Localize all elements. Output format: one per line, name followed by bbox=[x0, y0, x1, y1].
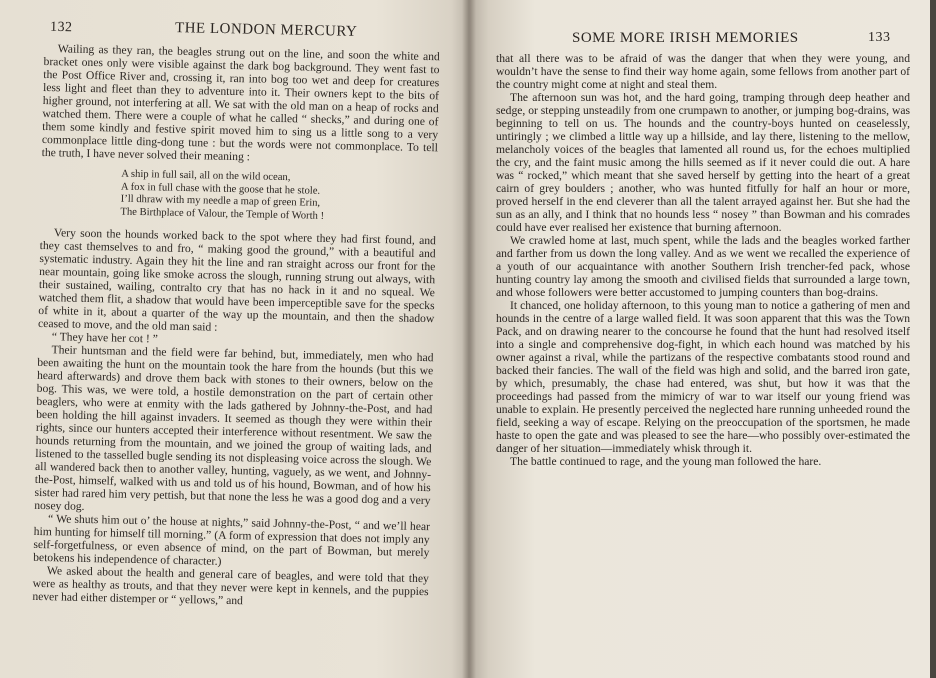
paragraph: It chanced, one holiday afternoon, to this young man to notice a gathering of men and hounds in the centre of a large walled field. It was soon apparent that this was the Town Pack, and on drawing nearer to the concourse he found that the hunt had resolved itself into a single and comprehensive dog-fight, in which each hound was matched by his owner against a rival, while the partizans of the respective combatants stood round and backed their fancies. The wall of the field was high and solid, and the barred iron gate, by which, presumably, the chase had entered, was shut, but how it was that the proceedings had passed from the mimicry of war to war itself our young friend was unable to explain. He presently perceived the neglected hare running unheeded round the field, seeking a way of escape. Relying on the preoccupation of the sportsmen, he made haste to open the gate and was pleased to see the hare—who possibly over-estimated the danger of her situation—immediately whisk through it. bbox=[496, 299, 910, 455]
right-page-number: 133 bbox=[868, 30, 891, 45]
paragraph: that all there was to be afraid of was the danger that when they were young, and wouldn’t have the sense to find their way home again, some fellows from another part of the country might come at night and steal them. bbox=[496, 52, 910, 91]
right-running-head: SOME MORE IRISH MEMORIES bbox=[572, 30, 799, 46]
paragraph: Wailing as they ran, the beagles strung out on the line, and soon the white and bracket ones only were visible against the dark bog background. They went fast to the Post Office River and, crossing it, ran into bog too wet and deep for creatures less light and fleet than they to adventure into it. Their owners kept to the bits of higher ground, not interfering at all. We sat with the old man on a heap of rocks and watched them. There were a couple of what he called “ shecks,” and during one of them some kindly and festive spirit moved him to sing us a little song to a very commonplace little ding-dong tune : but the words were not commonplace. To tell the truth, I have never solved their meaning : bbox=[41, 42, 440, 164]
right-page bbox=[470, 0, 936, 678]
book-gutter bbox=[462, 0, 476, 678]
paragraph: Their huntsman and the field were far behind, but, immediately, men who had been awaiting the hunt on the mountain took the hare from the hounds (but this we heard afterwards) and drove them back with stones to their owners, below on the bog. This was, we were told, a hostile demonstration on the part of certain other beaglers, who were at enmity with the lads gathered by Johnny-the-Post, and had been holding the hill against invaders. It seemed as though they were within their rights, since our hunters accepted their interference without resentment. We saw the hounds returning from the mountain, and we joined the group of waiting lads, and listened to the tasselled bugle sending its not displeasing voice across the slough. We all wandered back then to another valley, hunting, vaguely, as we went, and Johnny-the-Post, himself, walked with us and told us of his hound, Bowman, and of how his sister had rared him very pettish, but that none the less he was a good dog and a very nosey dog. bbox=[34, 343, 434, 513]
verse-block bbox=[120, 169, 437, 226]
paragraph: The battle continued to rage, and the young man followed the hare. bbox=[510, 455, 822, 468]
verse-line: I’ll dhraw with my needle a map of green Erin, bbox=[120, 193, 321, 209]
verse-line: A ship in full sail, all on the wild ocean, bbox=[121, 168, 291, 184]
paragraph: “ They have her cot ! ” bbox=[51, 330, 158, 346]
left-running-head: THE LONDON MERCURY bbox=[174, 20, 358, 40]
right-page-body bbox=[496, 52, 910, 468]
paragraph: “ We shuts him out o’ the house at nights,” said Johnny-the-Post, “ and we’ll hear him hunting for himself till morning.” (A form of expression that does not imply any self-forgetfulness, or even absence of mind, on the part of Bowman, but merely betokens his independence of character.) bbox=[33, 512, 431, 568]
verse-line: The Birthplace of Valour, the Temple of Worth ! bbox=[120, 206, 325, 222]
left-page-number: 132 bbox=[49, 19, 73, 36]
paragraph: We asked about the health and general care of beagles, and were told that they were as healthy as trouts, and that they never were kept in kennels, and the puppies never had either distemper or “ yellows,” and bbox=[32, 564, 429, 608]
paragraph: Very soon the hounds worked back to the spot where they had first found, and they cast themselves to and fro, “ making good the ground,” with a beautiful and systematic industry. Again they hit the line and ran straight across our front for the near mountain, going like smoke across the slough, running strung out always, with their sustained, wailing, contralto cry that has no hack in it and no squeal. We watched them flit, a shadow that would have been imperceptible save for the specks of white in it, about a quarter of the way up the mountain, and then the shadow ceased to move, and the old man said : bbox=[37, 226, 437, 334]
paragraph: The afternoon sun was hot, and the hard going, tramping through deep heather and sedge, or stepping unsteadily from one crumpawn to another, or jumping bog-drains, was beginning to tell on us. The hounds and the country-boys hunted on ceaselessly, untiringly ; we climbed a little way up a hillside, and lay there, listening to the mellow, melancholy voices of the beagles that lamented all round us, for the echoes multiplied the cry, and the faint music among the hills seemed as if it never could die out. A hare was “ rocked,” which meant that she saved herself by getting into the heart of a great cairn of grey boulders ; another, who was hunted fitfully for half an hour or more, proved herself in the end cleverer than all the talent arrayed against her. But she had the sun as an ally, and I think that no hounds less “ nosey ” than Bowman and his comrades could have ever realised her existence that burning afternoon. bbox=[496, 91, 910, 234]
verse-line: A fox in full chase with the goose that he stole. bbox=[120, 181, 321, 197]
left-page-body bbox=[32, 42, 440, 611]
paragraph: We crawled home at last, much spent, while the lads and the beagles worked farther and farther from us down the long valley. And as we went we recalled the experience of a youth of our acquaintance with another Southern Irish trencher-fed pack, whose hunting country lay among the smooth and civilised fields that surrounded a large town, and whose followers were better accustomed to jumping counters than bog-drains. bbox=[496, 234, 910, 299]
page-edge bbox=[930, 0, 936, 678]
